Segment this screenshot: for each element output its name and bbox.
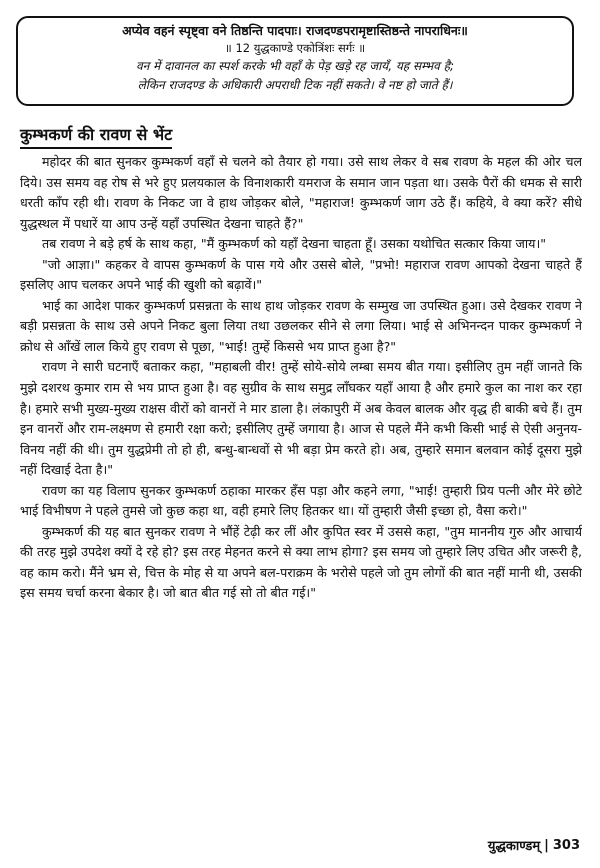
section-heading: कुम्भकर्ण की रावण से भेंट bbox=[20, 123, 172, 149]
sanskrit-verse: अप्येव वहनं स्पृष्ट्वा वने तिष्ठन्ति पादपाः। राजदण्डपरामृष्टास्तिष्ठन्ते नापराधिनः॥ bbox=[122, 23, 468, 38]
verse-reference: ॥ 12 युद्धकाण्डे एकोत्रिंशः सर्गः ॥ bbox=[224, 41, 366, 55]
verse-translation-line-2: लेकिन राजदण्ड के अधिकारी अपराधी टिक नहीं सकते। वे नष्ट हो जाते हैं। bbox=[137, 78, 453, 92]
footer-separator: | bbox=[544, 837, 549, 853]
paragraph: महोदर की बात सुनकर कुम्भकर्ण वहाँ से चलने को तैयार हो गया। उसे साथ लेकर वे सब रावण के महल की ओर चल दिये। उस समय वह रोष से भरे हुए प्रलयकाल के विनाशकारी यमराज के समान जान पड़ता था। उसके पैरों की धमक से सारी धरती काँप रही थी। रावण के निकट जा वे हाथ जोड़कर बोले, "महाराज! कुम्भकर्ण जाग उठे हैं। कहिये, वे क्या करें? सीधे युद्धस्थल में पधारें या आप उन्हें यहाँ उपस्थित देखना चाहते हैं?" bbox=[20, 154, 582, 231]
paragraph: कुम्भकर्ण की यह बात सुनकर रावण ने भौंहें टेढ़ी कर लीं और कुपित स्वर में उससे कहा, "तुम माननीय गुरु और आचार्य की तरह मुझे उपदेश क्यों दे रहे हो? इस तरह मेहनत करने से क्या लाभ होगा? इस समय जो तुम्हारे लिए उचित और जरूरी है, वह काम करो। मैंने भ्रम से, चित्त के मोह से या अपने बल-पराक्रम के भरोसे पहले जो तुम लोगों की बात नहीं मानी थी, उसकी इस समय चर्चा करना बेकार है। जो बात बीत गई सो तो बीत गई।" bbox=[20, 523, 582, 601]
paragraph: रावण का यह विलाप सुनकर कुम्भकर्ण ठहाका मारकर हँस पड़ा और कहने लगा, "भाई! तुम्हारी प्रिय पत्नी और मेरे छोटे भाई विभीषण ने पहले तुमसे जो कुछ कहा था, वही हमारे लिए हितकर था। यों तुम्हारी जैसी इच्छा हो, वैसा करो।" bbox=[20, 482, 582, 519]
paragraph: "जो आज्ञा।" कहकर वे वापस कुम्भकर्ण के पास गये और उससे बोले, "प्रभो! महाराज रावण आपको देखना चाहते हैं इसलिए आप चलकर अपने भाई की खुशी को बढ़ावें।" bbox=[20, 256, 582, 293]
paragraph: भाई का आदेश पाकर कुम्भकर्ण प्रसन्नता के साथ हाथ जोड़कर रावण के सम्मुख जा उपस्थित हुआ। उसे देखकर रावण ने बड़ी प्रसन्नता के साथ उसे अपने निकट बुला लिया तथा उछलकर सीने से लगा लिया। भाई से अभिनन्दन पाकर कुम्भकर्ण ने क्रोध से आँखें लाल किये हुए रावण से पूछा, "भाई! तुम्हें किससे भय प्राप्त हुआ है?" bbox=[20, 297, 582, 354]
page-number: 303 bbox=[552, 837, 580, 853]
footer-section-name: युद्धकाण्डम् bbox=[487, 839, 541, 854]
paragraph: रावण ने सारी घटनाएँ बताकर कहा, "महाबली वीर! तुम्हें सोये-सोये लम्बा समय बीत गया। इसीलिए तुम नहीं जानते कि मुझे दशरथ कुमार राम से भय प्राप्त हुआ है। वह सुग्रीव के साथ समुद्र लाँघकर यहाँ आया है और हमारे कुल का नाश कर रहा है। हमारे सभी मुख्य-मुख्य राक्षस वीरों को वानरों ने मार डाला है। लंकापुरी में अब केवल बालक और वृद्ध ही बाकी बचे हैं। तुम इन वानरों और राम-लक्ष्मण से हमारी रक्षा करो; इसीलिए तुम्हें जगाया है। आज से पहले मैंने कभी किसी भाई से ऐसी अनुनय-विनय नहीं की थी। तुम युद्धप्रेमी तो हो ही, बन्धु-बान्धवों से भी बड़ा प्रेम करते हो। अब, तुम्हारे समान बलवान कोई दूसरा मुझे नहीं दिखाई देता है।" bbox=[20, 359, 582, 478]
page-footer bbox=[488, 836, 580, 854]
verse-translation-line-1: वन में दावानल का स्पर्श करके भी वहाँ के पेड़ खड़े रह जायँ, यह सम्भव है; bbox=[135, 59, 455, 73]
body-text bbox=[20, 152, 582, 824]
verse-box bbox=[16, 16, 574, 106]
paragraph: तब रावण ने बड़े हर्ष के साथ कहा, "मैं कुम्भकर्ण को यहाँ देखना चाहता हूँ। उसका यथोचित सत्कार किया जाय।" bbox=[42, 236, 547, 252]
